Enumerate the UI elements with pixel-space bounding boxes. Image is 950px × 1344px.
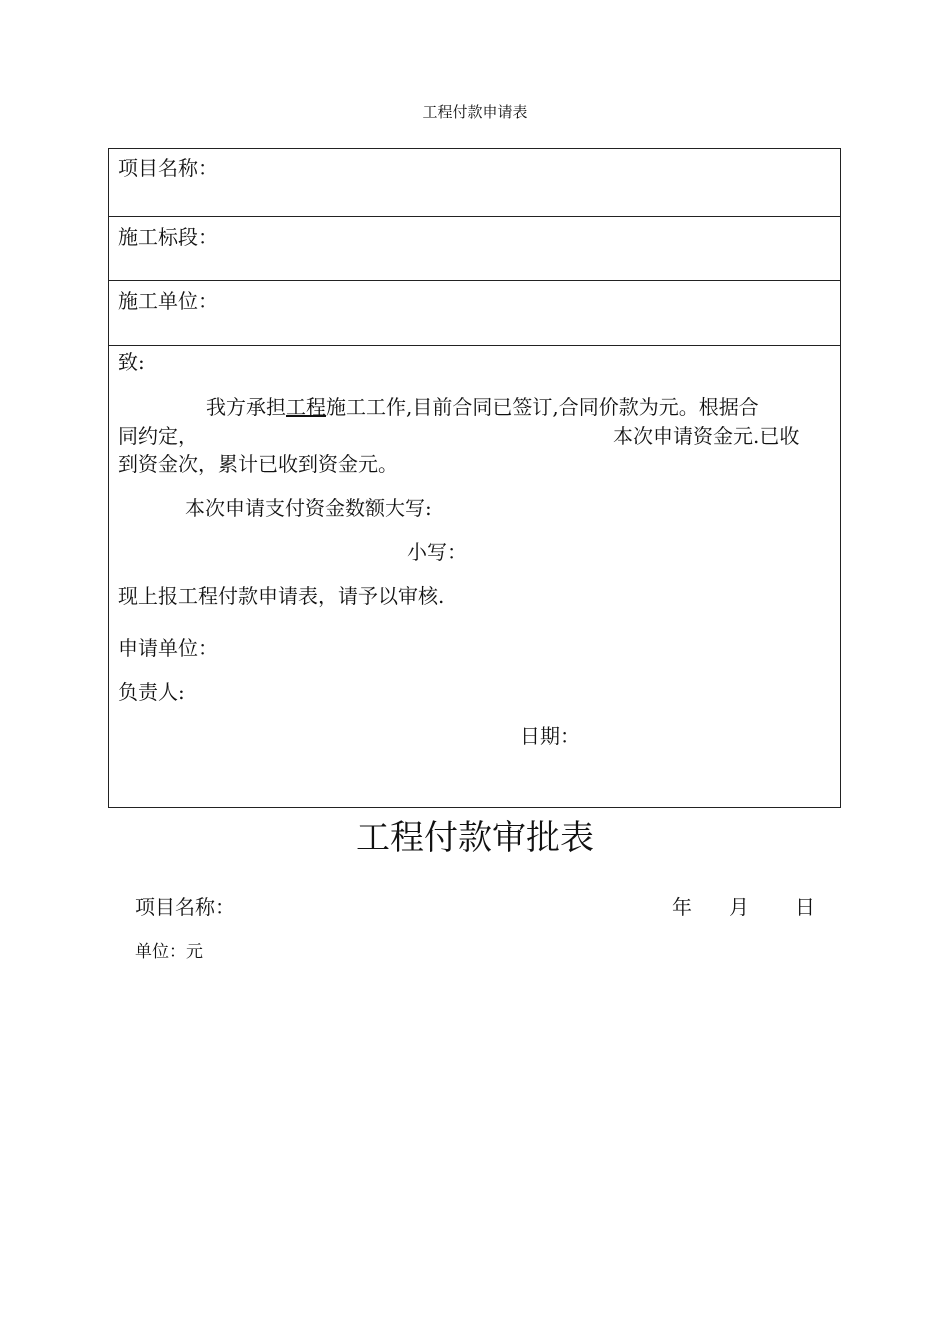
section-row — [109, 217, 840, 281]
project-underline: 工程 — [286, 395, 326, 419]
year-label: 年 — [672, 895, 692, 919]
day-label: 日 — [795, 895, 815, 919]
paragraph-line-2-left: 同约定， — [118, 424, 198, 448]
paragraph-line-3: 到资金次，累计已收到资金元。 — [118, 452, 398, 476]
applicant-label: 申请单位： — [118, 636, 218, 660]
section-label: 施工标段： — [118, 225, 218, 249]
paragraph-intro: 我方承担 — [206, 395, 286, 419]
date-label: 日期： — [520, 724, 580, 748]
project-name-label: 项目名称： — [118, 156, 218, 180]
submit-text: 现上报工程付款申请表，请予以审核. — [118, 584, 445, 608]
approval-project-name-label: 项目名称： — [135, 895, 235, 919]
paragraph-line-2-right: 本次申请资金元.已收 — [613, 424, 800, 448]
to-label: 致: — [118, 350, 145, 374]
person-in-charge-label: 负责人: — [118, 680, 185, 704]
month-label: 月 — [729, 895, 749, 919]
paragraph-line-1-rest: 施工工作,目前合同已签订,合同价款为元。根据合 — [326, 395, 759, 419]
unit-label: 单位：元 — [135, 942, 203, 962]
amount-capital-label: 本次申请支付资金数额大写: — [185, 496, 432, 520]
project-name-row — [109, 149, 840, 217]
paragraph-line-1 — [206, 391, 759, 420]
payment-application-table — [108, 148, 841, 808]
contractor-label: 施工单位： — [118, 289, 218, 313]
amount-small-label: 小写： — [407, 540, 467, 564]
approval-form-title: 工程付款审批表 — [356, 818, 594, 858]
contractor-row — [109, 281, 840, 346]
application-form-title: 工程付款申请表 — [422, 103, 528, 121]
